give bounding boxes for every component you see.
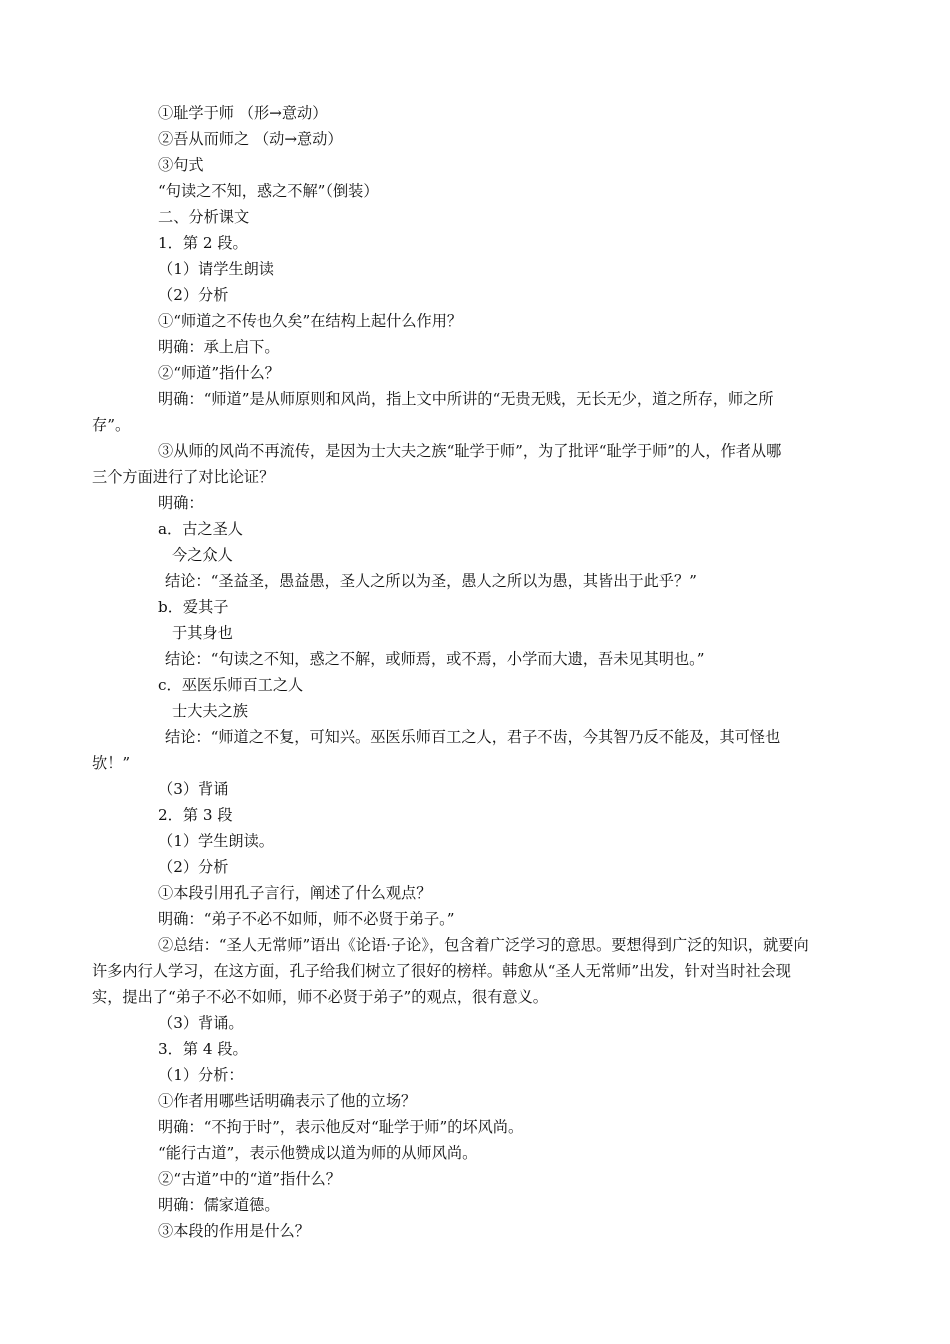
text-line: ①本段引用孔子言行，阐述了什么观点？ [158,884,432,902]
text-line: 结论：“句读之不知，惑之不解，或师焉，或不焉，小学而大遗，吾未见其明也。” [165,650,705,668]
text-line: （1）请学生朗读 [158,260,274,278]
text-line: 明确：儒家道德。 [158,1196,280,1214]
text-line: （1）分析： [158,1066,244,1084]
text-line: （1）学生朗读。 [158,832,274,850]
text-line: ③句式 [158,156,204,174]
text-line: （3）背诵 [158,780,229,798]
text-line: ②“师道”指什么？ [158,364,280,382]
text-line: 明确：“师道”是从师原则和风尚，指上文中所讲的“无贵无贱，无长无少，道之所存，师之所 [158,390,774,408]
text-line: 结论：“圣益圣，愚益愚，圣人之所以为圣，愚人之所以为愚，其皆出于此乎？” [165,572,697,590]
text-line: 明确：“弟子不必不如师，师不必贤于弟子。” [158,910,455,928]
text-line: 明确： [158,494,204,512]
text-line: ③本段的作用是什么？ [158,1222,310,1240]
text-line: （2）分析 [158,858,229,876]
subsection-heading: 2．第 3 段 [158,806,233,824]
subsection-heading: 3．第 4 段。 [158,1040,248,1058]
text-line: ③从师的风尚不再流传，是因为士大夫之族“耻学于师”，为了批评“耻学于师”的人，作者从哪 [158,442,782,460]
text-line: ②“古道”中的“道”指什么？ [158,1170,341,1188]
text-line: 欤！” [92,754,131,772]
text-line: 明确：“不拘于时”，表示他反对“耻学于师”的坏风尚。 [158,1118,524,1136]
text-line: 许多内行人学习，在这方面，孔子给我们树立了很好的榜样。韩愈从“圣人无常师”出发，针对当时社会现 [92,962,791,980]
text-line: ①耻学于师 （形→意动） [158,104,328,122]
text-line: b．爱其子 [158,598,229,616]
text-line: 存”。 [92,416,131,434]
text-line: 于其身也 [172,624,233,642]
text-line: （3）背诵。 [158,1014,244,1032]
section-heading: 二、分析课文 [158,208,250,226]
text-line: 明确：承上启下。 [158,338,280,356]
text-line: 实，提出了“弟子不必不如师，师不必贤于弟子”的观点，很有意义。 [92,988,548,1006]
text-line: ②吾从而师之 （动→意动） [158,130,343,148]
text-line: ①“师道之不传也久矣”在结构上起什么作用？ [158,312,463,330]
text-line: “句读之不知，惑之不解”（倒装） [158,182,379,200]
text-line: a．古之圣人 [158,520,243,538]
text-line: （2）分析 [158,286,229,304]
text-line: ②总结：“圣人无常师”语出《论语·子论》，包含着广泛学习的意思。要想得到广泛的知识，就要向 [158,936,809,954]
text-line: 今之众人 [172,546,233,564]
text-line: 三个方面进行了对比论证？ [92,468,275,486]
text-line: “能行古道”，表示他赞成以道为师的从师风尚。 [158,1144,478,1162]
text-line: 士大夫之族 [172,702,248,720]
text-line: ①作者用哪些话明确表示了他的立场？ [158,1092,417,1110]
text-line: c．巫医乐师百工之人 [158,676,304,694]
subsection-heading: 1．第 2 段。 [158,234,248,252]
text-line: 结论：“师道之不复，可知兴。巫医乐师百工之人，君子不齿，今其智乃反不能及，其可怪也 [165,728,781,746]
